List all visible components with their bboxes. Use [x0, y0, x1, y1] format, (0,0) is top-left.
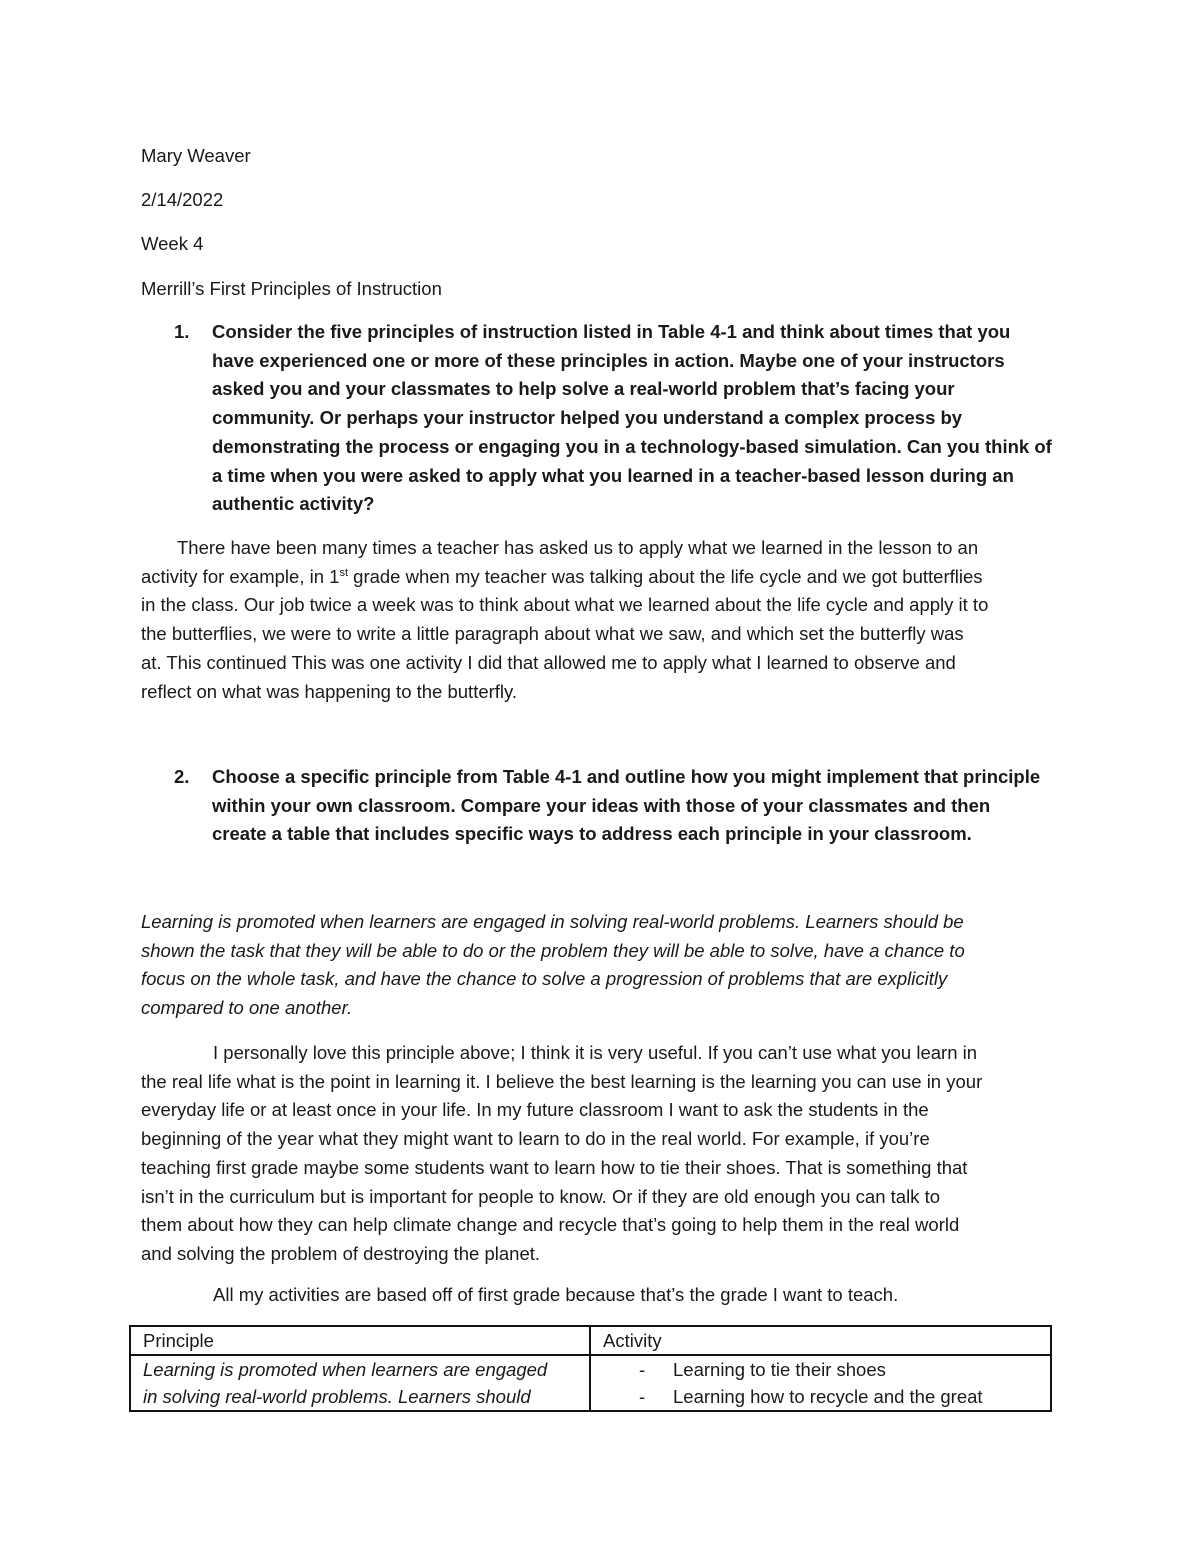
answer-2-line: teaching first grade maybe some students want to learn how to tie their shoes. That is something that: [141, 1156, 968, 1178]
activity-item: [603, 1356, 1038, 1383]
answer-2-line: them about how they can help climate change and recycle that’s going to help them in the real world: [141, 1214, 960, 1236]
question-1-line: a time when you were asked to apply what you learned in a teacher-based lesson during an: [212, 464, 1014, 486]
question-2-number: 2.: [174, 766, 190, 787]
question-2-line: Choose a specific principle from Table 4-1 and outline how you might implement that principle: [212, 766, 1041, 787]
answer-1: [141, 534, 1081, 706]
table-row: [130, 1355, 1051, 1411]
answer-1-line: the butterflies, we were to write a little paragraph about what we saw, and which set the butterfly was: [141, 623, 964, 645]
document-title: Merrill’s First Principles of Instruction: [141, 278, 442, 299]
question-2-line: create a table that includes specific ways to address each principle in your classroom.: [212, 823, 972, 845]
answer-1-text: grade when my teacher was talking about the life cycle and we got butterflies: [348, 565, 983, 587]
answer-2-line: beginning of the year what they might want to learn to do in the real world. For example, if you’re: [141, 1128, 930, 1150]
answer-1-line: reflect on what was happening to the butterfly.: [141, 680, 518, 702]
principle-quote-line: focus on the whole task, and have the chance to solve a progression of problems that are explicitly: [141, 968, 948, 990]
answer-2-line: and solving the problem of destroying the planet.: [141, 1242, 541, 1264]
answer-1-line: [141, 563, 1081, 592]
table-header-row: [130, 1326, 1051, 1355]
document-date: 2/14/2022: [141, 189, 224, 210]
answer-1-line: There have been many times a teacher has asked us to apply what we learned in the lesson to an: [177, 537, 979, 558]
ordinal-suffix: st: [339, 566, 349, 579]
question-1-number: 1.: [174, 321, 190, 342]
table-cell-activity: [590, 1355, 1051, 1411]
answer-1-line: in the class. Our job twice a week was to think about what we learned about the life cycle and apply it to: [141, 594, 989, 616]
answer-2-line: the real life what is the point in learning it. I believe the best learning is the learning you can use in your: [141, 1070, 983, 1092]
activity-text: Learning to tie their shoes: [673, 1359, 886, 1380]
answer-2-line: everyday life or at least once in your life. In my future classroom I want to ask the students in the: [141, 1099, 929, 1121]
principle-quote-line: shown the task that they will be able to do or the problem they will be able to solve, have a chance to: [141, 939, 965, 961]
closing-statement: All my activities are based off of first grade because that’s the grade I want to teach.: [213, 1284, 899, 1305]
question-1-line: demonstrating the process or engaging you in a technology-based simulation. Can you think of: [212, 435, 1052, 457]
table-cell-line: in solving real-world problems. Learners should: [143, 1386, 531, 1407]
principle-quote-line: Learning is promoted when learners are engaged in solving real-world problems. Learners should be: [141, 911, 964, 932]
principle-activity-table: [129, 1325, 1052, 1412]
question-1-line: Consider the five principles of instruction listed in Table 4-1 and think about times that you: [212, 321, 1011, 342]
table-cell-principle: [130, 1355, 590, 1411]
answer-2-line: isn’t in the curriculum but is important for people to know. Or if they are old enough you can talk to: [141, 1185, 941, 1207]
question-1-line: authentic activity?: [212, 493, 375, 515]
week-label: Week 4: [141, 233, 204, 254]
answer-2-line: I personally love this principle above; I think it is very useful. If you can’t use what you learn in: [213, 1042, 978, 1063]
question-1-line: community. Or perhaps your instructor helped you understand a complex process by: [212, 407, 963, 429]
activity-text: Learning how to recycle and the great: [673, 1386, 983, 1407]
table-cell-line: Learning is promoted when learners are engaged: [143, 1359, 548, 1380]
question-1-line: asked you and your classmates to help solve a real-world problem that’s facing your: [212, 378, 955, 400]
answer-2: [141, 1039, 1081, 1269]
question-2-line: within your own classroom. Compare your ideas with those of your classmates and then: [212, 794, 991, 816]
principle-quote-line: compared to one another.: [141, 997, 353, 1019]
author-name: Mary Weaver: [141, 145, 251, 166]
question-1-text: [212, 318, 1092, 519]
table-header-principle: Principle: [130, 1326, 590, 1355]
dash-bullet: -: [639, 1386, 646, 1407]
table-header-activity: Activity: [590, 1326, 1051, 1355]
answer-1-line: at. This continued This was one activity I did that allowed me to apply what I learned to observe and: [141, 651, 956, 673]
activity-item: [603, 1383, 1038, 1409]
answer-1-text: activity for example, in 1: [141, 565, 340, 587]
principle-quote: [141, 908, 1081, 1023]
dash-bullet: -: [639, 1359, 646, 1380]
question-1-line: have experienced one or more of these principles in action. Maybe one of your instructors: [212, 349, 1005, 371]
question-2-text: [212, 763, 1092, 849]
